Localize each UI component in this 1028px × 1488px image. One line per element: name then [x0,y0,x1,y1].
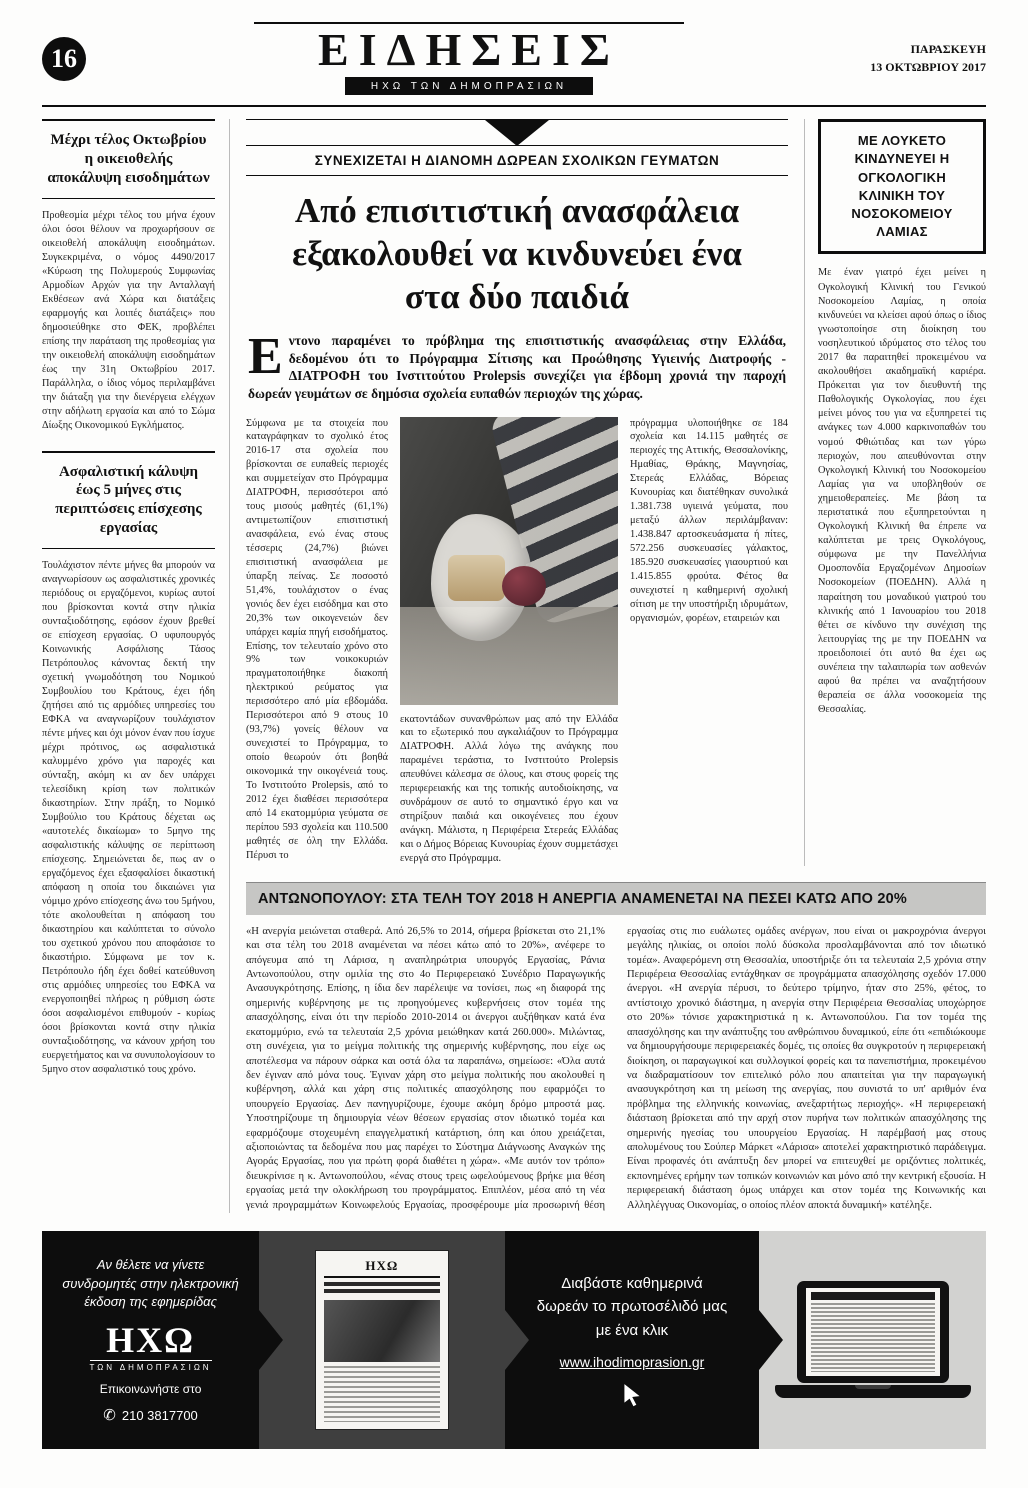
phone-icon: ✆ [103,1407,116,1425]
left-article-1-body: Προθεσμία μέχρι τέλος του μήνα έχουν όλοι όσοι θέλουν να προχωρήσουν σε οικειοθελή αποκάλυψη εισοδημάτων. Συγκεκριμένα, ο νόμος 4490/2017 «Κύρωση της Πολυμερούς Συμφωνίας Αρμοδίων Αρχών για την Ανταλλαγή Εκθέσεων ανά Χώρα και διατάξεις εφαρμογής και λοιπές διατάξεις» που δημοσιεύθηκε στο ΦΕΚ, προβλέπει επίσης την παράταση της προθεσμίας για την οικειοθελή αποκάλυψη εισοδημάτων έως την 31η Οκτωβρίου 2017. Παράλληλα, ο ίδιος νόμος περιλαμβάνει την διάταξη για την διενέργεια ελέγχων στην αδήλωτη εργασία και από το Σώμα Δίωξης Οικονομικού Εγκλήματος. [42,209,215,431]
laptop-notch [855,1385,891,1389]
frontpage-thumbnail [316,1251,448,1429]
story-column-under-photo: εκατοντάδων συνανθρώπων μας από την Ελλάδα και το εξωτερικό που αγκαλιάζουν το Πρόγραμμα ΔΙΑΤΡΟΦΗ. Αλλά λόγω της ανάγκης που παραμένει τεράστια, το Ινστιτούτο Prolepsis απευθύνει κάλεσμα σε όλους, και στους φορείς της περιφερειακής και της τοπικής αυτοδιοίκησης, να συνδράμουν σε αυτό το σημαντικό έργο και να στηρίξουν παιδιά και οικογένειες που έχουν ανάγκη. Μάλιστα, η Περιφέρεια Στερεάς Ελλάδας και ο Δήμος Βόρειας Κυνουρίας έχουν συμμετάσχει ενεργά στο Πρόγραμμα. [400,713,618,864]
thumbnail-masthead: ΗΧΩ [324,1258,440,1278]
main-content [42,119,986,1213]
left-article-2-title: Ασφαλιστική κάλυψη έως 5 μήνες στις περιπτώσεις επίσχεσης εργασίας [42,451,215,549]
kicker-block [246,119,788,176]
header-rule [42,105,986,107]
lead-paragraph [246,330,788,412]
frontpage-thumbnail-box [259,1231,504,1449]
newspaper-name: ΗΧΩ ΤΩΝ ΔΗΜΟΠΡΑΣΙΩΝ [345,77,593,95]
footer-promo-strip [42,1231,986,1449]
laptop-paper-masthead [811,1292,935,1300]
cursor-icon [619,1382,645,1408]
promo-box [505,1231,760,1449]
laptop-paper-text-lines [811,1303,935,1372]
laptop-box [759,1231,986,1449]
right-article-title-box: ΜΕ ΛΟΥΚΕΤΟ ΚΙΝΔΥΝΕΥΕΙ Η ΟΓΚΟΛΟΓΙΚΗ ΚΛΙΝΙΚΗ ΤΟΥ ΝΟΣΟΚΟΜΕΙΟΥ ΛΑΜΙΑΣ [818,119,986,254]
story-column-2: πρόγραμμα υλοποιήθηκε σε 184 σχολεία και 14.115 μαθητές σε περιοχές της Αττικής, Θεσσαλονίκης, Ημαθίας, Θράκης, Μαγνησίας, Στερεάς Ελλάδας, Βόρειας Κυνουρίας και διατέθηκαν συνολικά 1.381.738 υγιεινά γεύματα, που μεταξύ άλλων περιλάμβαναν: 1.438.847 αρτοσκευάσματα ή πίτες, 572.256 συσκευασίες γάλακτος, 185.920 συσκευασίες γιαουρτιού και 1.415.855 φρούτα. Φέτος θα συνεχιστεί η καθημερινή σχολική σίτιση με την υποστήριξη ιδρυμάτων, οργανισμών, φορέων, εταιρειών και [630,417,788,624]
dateline-date: 13 ΟΚΤΩΒΡΙΟΥ 2017 [870,59,986,74]
contact-label: Επικοινωνήστε στο [99,1382,202,1397]
laptop-base [775,1385,971,1398]
promo-text: Διαβάστε καθημερινά δωρεάν το πρωτοσέλιδό μας με ένα κλικ [536,1275,728,1339]
dateline-day: ΠΑΡΑΣΚΕΥΗ [910,42,986,57]
phone-number[interactable]: 210 3817700 [121,1407,198,1423]
echo-logo-text: ΗΧΩ [106,1320,195,1361]
subscribe-box [42,1231,259,1449]
story-columns [246,417,788,866]
bottom-article-headline: ΑΝΤΩΝΟΠΟΥΛΟΥ: ΣΤΑ ΤΕΛΗ ΤΟΥ 2018 Η ΑΝΕΡΓΙΑ ΑΝΑΜΕΝΕΤΑΙ ΝΑ ΠΕΣΕΙ ΚΑΤΩ ΑΠΟ 20% [246,882,986,915]
left-article-income-disclosure [42,119,215,432]
left-article-insurance-coverage [42,451,215,1077]
section-title: ΕΙΔΗΣΕΙΣ [318,24,620,75]
thumbnail-photo [324,1300,440,1362]
left-article-2-body: Τουλάχιστον πέντε μήνες θα μπορούν να αναγνωρίσουν ως ασφαλιστικές χρονικές περιόδους οι εργαζόμενοι, κυρίως αυτοί που βρίσκονται κοντά στην ηλικία συνταξιοδότησης, εφόσον έχουν βρεθεί σε επίσχεση εργασίας. Ο υφυπουργός Κοινωνικής Ασφάλισης Τάσος Πετρόπουλος κάνοντας δεκτή την σχετική γνωμοδότηση του Νομικού Συμβουλίου του Κράτους, έχει ήδη ζητήσει από τις αρμόδιες υπηρεσίες του ΕΦΚΑ να αναγνωρίζουν τουλάχιστον πέντε μήνες και όχι μόνον έναν που ίσχυε μέχρι πρότινος, ως ασφαλιστικά καλυμμένο χρόνο για παροχές και σύνταξη, ακόμη κι αν δεν υπάρχει τελεσίδικη κρίση των πολιτικών δικαστηρίων. Στην πράξη, το Νομικό Συμβούλιο του Κράτους δέχεται ως «αυτοτελές δικαίωμα» το 5μηνο της ασφαλιστικής κάλυψης σε περίπτωση επίσχεσης. Σημειώνεται δε, πως αν ο εργαζόμενος έχει εξασφαλίσει δικαστική απόφαση η οποία του δικαιώνει για νόμιμο χρόνο επίσχεσης άνω του 5μήνου, τότε ακολουθείται η απόφαση του δικαστηρίου και καλύπτεται το σύνολο του σχετικού χρόνου που αποφάσισε το δικαστήριο. Σύμφωνα με τον κ. Πετρόπουλο ήδη έχει δοθεί κατεύθυνση στις αρμόδιες υπηρεσίες του ΕΦΚΑ να ενεργοποιηθεί πλήρως η ρύθμιση ώστε όσοι ασφαλισμένοι επιθυμούν - κυρίως όσοι βρίσκονται κοντά στην ηλικία συνταξιοδότησης, να κάνουν χρήση του ευεργετήματος και να συνυπολογίσουν το 5μηνο στον ασφαλιστικό τους χρόνο. [42,559,215,1075]
right-column [804,119,986,866]
phone-row [103,1406,198,1424]
bottom-article [246,882,986,1213]
echo-logo-subtext: ΤΩΝ ΔΗΜΟΠΡΑΣΙΩΝ [90,1360,212,1372]
drop-cap: Ε [248,328,283,386]
laptop-newspaper-page [806,1288,940,1376]
page-number-badge: 16 [42,37,86,81]
subscribe-text: Αν θέλετε να γίνετε συνδρομητές στην ηλεκτρονική έκδοση της εφημερίδας [62,1256,239,1310]
page-header [42,16,986,105]
website-link[interactable]: www.ihodimoprasion.gr [559,1353,705,1370]
story-column-1: Σύμφωνα με τα στοιχεία που καταγράφηκαν το σχολικό έτος 2016-17 στα σχολεία που βρίσκονται σε ευπαθείς περιοχές και συμμετείχαν στο Πρόγραμμα ΔΙΑΤΡΟΦΗ, περισσότεροι από τους μισούς μαθητές (61,1%) αντιμετωπίζουν επισιτιστική ανασφάλεια, ενώ ένας στους τέσσερις (24,7%) βιώνει επισιτιστική ανασφάλεια με ύπαρξη πείνας. Σε ποσοστό 51,4%, τουλάχιστον ο ένας γονιός δεν έχει εισόδημα και στο 20,3% των οικογενειών δεν υπάρχει καμία πηγή εισοδήματος. Επίσης, τον τελευταίο χρόνο στο 9% των νοικοκυριών πραγματοποιήθηκε διακοπή ηλεκτρικού ρεύματος για περισσότερο από μία εβδομάδα. Περισσότεροι από 9 στους 10 (93,7%) γονείς θέλουν να συνεχιστεί το Πρόγραμμα, το οποίο θεωρούν ότι βοηθά οικονομικά την οικογένειά τους. Το Ινστιτούτο Prolepsis, από το 2012 έχει διαθέσει περισσότερα από 14 εκατομμύρια γεύματα σε περίπου 593 σχολεία και 110.500 μαθητές σε όλη την Ελλάδα. Πέρυσι το [246,417,388,861]
thumbnail-headline-bars [324,1282,440,1296]
laptop-screen [797,1281,949,1383]
bottom-article-body: «Η ανεργία μειώνεται σταθερά. Από 26,5% το 2014, σήμερα βρίσκεται στο 21,1% και στα τέλη του 2018 αναμένεται να πέσει κάτω από το 20%», ανέφερε το απόγευμα από τη Λάρισα, η αναπληρώτρια υπουργός Εργασίας, Ράνια Αντωνοπούλου, στην ομιλία της στο 4ο Περιφερειακό Συνέδριο Παραγωγικής Ανασυγκρότησης. Επίσης, η ίδια δεν παρέλειψε να τονίσει, πως «η διαφορά της σημερινής κυβέρνησης με τις προηγούμενες κυβερνήσεις στον τομέα της απασχόλησης, είναι ότι την περίοδο 2010-2014 οι άνεργοι αυξήθηκαν κατά ένα εκατομμύριο, ενώ τα τελευταία 2,5 χρόνια μειώθηκαν κατά 260.000». Μιλώντας, στη συνέχεια, για το μείγμα πολιτικής της σημερινής κυβέρνησης, που είχε ως αποτέλεσμα να πάρουν σάρκα και οστά όλα τα παραπάνω, σημείωσε: «Όλα αυτά δεν έγιναν από μόνα τους. Έγιναν χάρη στο μείγμα πολιτικής που ακολουθεί η κυβέρνηση, αλλά και χάρη στις πολιτικές απασχόλησης που εφαρμόζει το υπουργείο Εργασίας. Δεν πανηγυρίζουμε, έχουμε ακόμη δρόμο μπροστά μας. Υποστηρίζουμε τη δημιουργία νέων θέσεων εργασίας στον ιδιωτικό τομέα και εφαρμόζουμε στοχευμένη επαγγελματική κατάρτιση, όπη και όπου χρειάζεται, αξιοποιώντας τα δεδομένα που μας παρέχει το Σύστημα Διάγνωσης Αναγκών της Αγοράς Εργασίας, που για πρώτη φορά διαθέτει η χώρα». «Με αυτόν τον τρόπο» διευκρίνισε η κ. Αντωνοπούλου, «ένας στους τρεις ωφελούμενους βρήκε μια θέση εργασίας μετά την ολοκλήρωση του προγράμματος. Επιπλέον, μέσα από τη νέα γενιά προγραμμάτων Κοινωφελούς Εργασίας, προσφέρουμε μία προσωρινή θέση εργασίας στις πιο ευάλωτες ομάδες ανέργων, που είναι οι μακροχρόνια άνεργοι μεγάλης ηλικίας, οι οποίοι πολύ δύσκολα προσλαμβάνονται από τον ιδιωτικό τομέα». Αναφερόμενη στη Θεσσαλία, υποστήριξε ότι τα τελευταία 2,5 χρόνια στην Περιφέρεια Θεσσαλίας εντάχθηκαν σε προγράμματα απασχόλησης σχεδόν 17.000 άνεργοι. «Η ανεργία πέρυσι, το δεύτερο τρίμηνο, ήταν στο 25%, φέτος, το αντίστοιχο χρονικό διάστημα, η ανεργία στην Περιφέρεια Θεσσαλίας υποχώρησε στο 20%» τόνισε χαρακτηριστικά η κ. Αντωνοπούλου. Για τον τομέα της απασχόλησης και την ανάπτυξης του ανθρώπινου δυναμικού, είπε ότι «επιδιώκουμε να δημιουργήσουμε περιφερειακές δομές, τις οποίες θα συγκροτούν η περιφερειακή διοίκηση, οι παραγωγικοί και συλλογικοί φορείς και τα πανεπιστήμια, προκειμένου να διαδραματίσουν τον επιτελικό ρόλο που απαιτείται για την παραγωγική ανασυγκρότηση και τη μείωση της ανεργίας, που συνιστά το υπ' αριθμόν ένα πρόβλημα της ελληνικής κοινωνίας, ανεξαρτήτως περιοχής». «Η περιφερειακή διάσταση βρίσκεται από την αρχή στον πυρήνα των πολιτικών απασχόλησης της σημερινής ηγεσίας του υπουργείου Εργασίας. Η παρέμβασή μας στους απολυμένους του Σούπερ Μάρκετ «Λάρισα» αποτελεί χαρακτηριστικό παράδειγμα. Είναι προφανές ότι ανάπτυξη δεν μπορεί να επιτευχθεί με οριζόντιες πολιτικές, εκπονημένες ερήμην των τοπικών κοινωνιών και μόνο από την κεντρική εξουσία. Η περιφερειακή διάσταση όμως υπάρχει και στον τομέα της Κοινωνικής και Αλληλέγγυας Οικονομίας, ο οποίος πλέον αποκτά δυναμική» κατέληξε. [246,925,986,1211]
article-photo [400,417,618,705]
story-middle [400,417,618,866]
down-triangle-icon [485,120,549,146]
left-column [42,119,230,1213]
laptop-illustration [775,1281,971,1398]
kicker: ΣΥΝΕΧΙΖΕΤΑΙ Η ΔΙΑΝΟΜΗ ΔΩΡΕΑΝ ΣΧΟΛΙΚΩΝ ΓΕΥΜΑΤΩΝ [246,145,788,176]
main-headline: Από επισιτιστική ανασφάλεια εξακολουθεί να κινδυνεύει ένα στα δύο παιδιά [292,191,742,316]
right-article-body: Με έναν γιατρό έχει μείνει η Ογκολογική Κλινική του Γενικού Νοσοκομείου Λαμίας, η οποία κινδυνεύει να κλείσει αφού όπως ο ίδιος γνωστοποίησε στη διοίκηση του νοσηλευτικού ιδρύματος στο τέλος του 2017 θα παραιτηθεί προκειμένου να ακολουθήσει ακαδημαϊκή καριέρα. Πρόκειται για τον διευθυντή της Παθολογικής Ογκολογίας, που έχει μείνει μόνος του για να εξυπηρετεί τις ανάγκες των 4.000 καρκινοπαθών του νομού Φθιώτιδας και των γύρω περιοχών, που απευθύνονται στην Ογκολογική Κλινική του Νοσοκομείου Λαμίας για να υποβληθούν σε χημειοθεραπείες. Με βάση τα περιστατικά που εξυπηρετούνται η Ογκολογική Κλινική θα έπρεπε να καλύπτεται με τρεις Ογκολόγους, σύμφωνα με την Πανελλήνια Ομοσπονδία Εργαζομένων Δημοσίων Νοσοκομείων (ΠΟΕΔΗΝ). Αλλά η παραίτηση του μοναδικού γιατρού του κλινικής από 1 Ιανουαρίου του 2018 θέτει σε κίνδυνο την συνέχιση της λειτουργίας της με την ΠΟΕΔΗΝ να προειδοποιεί ότι αυτό θα έχει ως συνέπεια την ταλαιπωρία των ασθενών αφού θα πρέπει να αναζητήσουν θεραπεία σε άλλα νοσοκομεία της Θεσσαλίας. [818,267,986,716]
left-article-1-title: Μέχρι τέλος Οκτωβρίου η οικειοθελής αποκάλυψη εισοδημάτων [42,119,215,198]
dateline [826,41,986,76]
main-article [246,119,788,866]
thumbnail-text-lines [324,1366,440,1422]
masthead [112,22,826,95]
echo-logo [90,1322,212,1372]
lead-text: ντονο παραμένει το πρόβλημα της επισιτιστικής ανασφάλειας στην Ελλάδα, δεδομένου ότι το Πρόγραμμα Σίτισης και Προώθησης Υγιεινής Διατροφής - ΔΙΑΤΡΟΦΗ του Ινστιτούτου Prolepsis συνεχίζει για έβδομη χρονιά την παροχή δωρεάν γευμάτων σε δημόσια σχολεία ευπαθών περιοχών της χώρας. [248,333,786,401]
photo-sandwich [448,555,505,601]
